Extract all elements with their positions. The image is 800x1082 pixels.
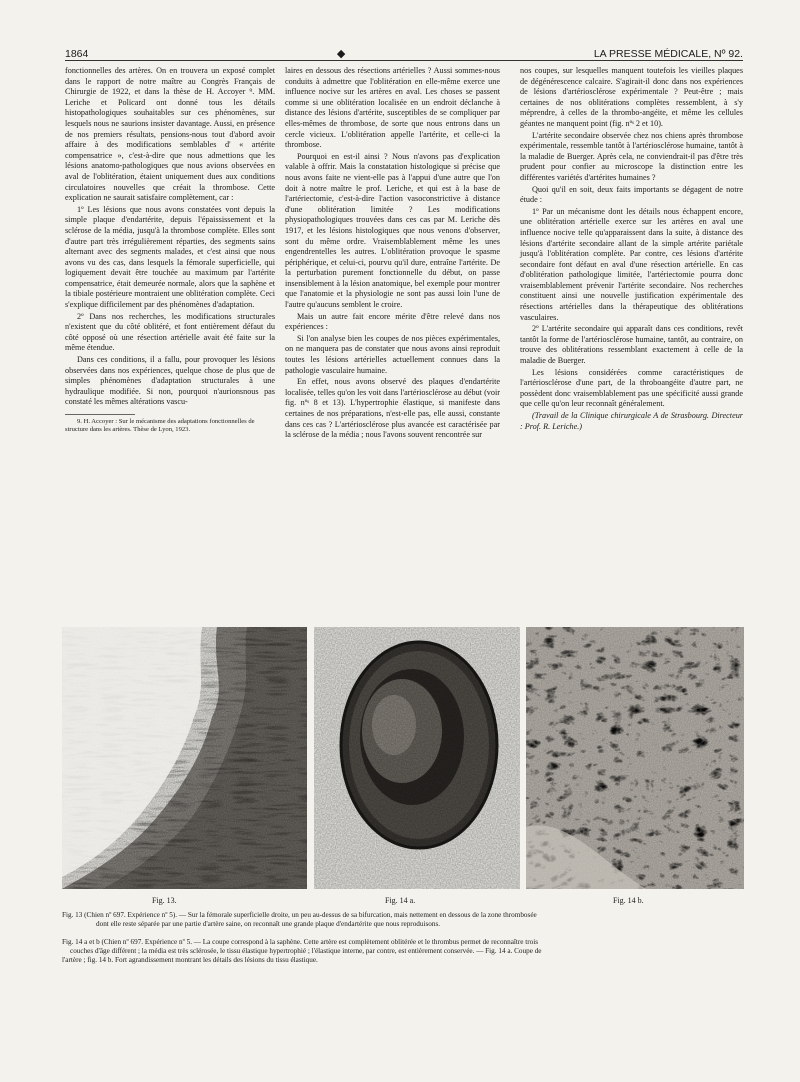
caption-line: dont elle reste séparée par une partie d'artère saine, on reconnaît une grande plaque d'endartérite que nous reproduisons.: [96, 920, 441, 929]
figure-label-14b: Fig. 14 b.: [613, 896, 644, 905]
page-header: [65, 44, 743, 61]
journal-title: LA PRESSE MÉDICALE, Nº 92.: [593, 48, 743, 60]
figure-panel: [62, 627, 744, 889]
paragraph: nos coupes, sur lesquelles manquent toutefois les vieilles plaques de dégénérescence calcaire. S'agirait-il donc dans nos expériences de lésions d'artériosclérose expérimentale ? Peut-être ; mais certaines de nos oblitérations complètes ressemblent, à s'y méprendre, à celles de la thrombo-angéite, et même les cellules géantes ne manquent point (fig. nºˢ 2 et 10).: [520, 66, 743, 128]
paragraph: Les lésions considérées comme caractéristiques de l'artériosclérose d'une part, de la throboangéite d'autre part, ne possèdent donc vraisemblablement pas une spécificité aussi grande que celle qu'on leur reconnaît généralement.: [520, 367, 743, 409]
paragraph: Mais un autre fait encore mérite d'être relevé dans nos expériences :: [285, 311, 500, 332]
paragraph: 1º Par un mécanisme dont les détails nous échappent encore, une oblitération artérielle exerce sur les artères en aval une influence nocive telle qu'apparaissent dans la suite, à distance des lésions d'artérite secondaire allant de la simple artérite pariétale jusqu'à l'oblitération complète. Par contre, ces lésions d'artérite secondaire font défaut en aval d'une résection artérielle. En cas d'oblitération pathologique limitée, l'artériectomie pourra donc vraisemblablement prévenir l'artérite secondaire. Nos recherches constituent ainsi une nouvelle justification expérimentale des résections artérielles dans la thérapeutique des oblitérations vasculaires.: [520, 206, 743, 322]
paragraph: L'artérite secondaire observée chez nos chiens après thrombose expérimentale, ressemble tantôt à l'artériosclérose humaine, tantôt à la maladie de Buerger. Après cela, ne conviendrait-il pas d'être très prudent pour confier au microscope la distinction entre les différentes variétés d'artérites humaines ?: [520, 130, 743, 182]
caption-line: Fig. 14 a et b (Chien nº 697. Expérience nº 5. — La coupe correspond à la saphène. Cette artère est complètement oblitérée et le thrombus permet de reconnaître trois: [62, 938, 539, 946]
paragraph: 1º Les lésions que nous avons constatées vont depuis la simple plaque d'endartérite, depuis l'épaississement et la sclérose de la média, jusqu'à la thrombose complète. Elles sont d'autre part très irrégulièrement réparties, des segments sains alternant avec des segments malades, et c'est ainsi que nous avons vu des cas, dans lesquels la fémorale superficielle, qui logiquement devait être touchée au maximum par l'artérite compensatrice, était demeurée normale, alors que la saphène et la tibiale postérieure montraient une oblitération complète. Ceci s'explique difficilement par des phénomènes d'adaptation.: [65, 204, 275, 310]
page-number: 1864: [65, 48, 89, 60]
caption-fig-14: [62, 938, 746, 966]
author-credit: (Travail de la Clinique chirurgicale A de Strasbourg. Directeur : Prof. R. Leriche.): [520, 411, 743, 431]
footnote: 9. H. Accoyer : Sur le mécanisme des adaptations fonctionnelles de structure dans les artères. Thèse de Lyon, 1923.: [65, 418, 255, 433]
paragraph: fonctionnelles des artères. On en trouvera un exposé complet dans le rapport de notre maître au Congrès Français de Chirurgie de 1922, et dans la thèse de H. Accoyer ⁹. MM. Leriche et Policard ont donné tous les détails histopathologiques souhaitables sur ces phénomènes, sur lesquels nous ne saurions insister davantage. Aussi, en présence de nos premiers résultats, pensions-nous tout d'abord avoir affaire à des modifications semblables d' « artérite compensatrice », c'est-à-dire que nous admettions que les lésions anatomo-pathologiques que nous avions observées en aval de l'oblitération, étaient uniquement dues aux conditions circulatoires nouvelles que créait la thrombose. Cette explication ne saurait satisfaire complètement, car :: [65, 66, 275, 203]
figure-label-13: Fig. 13.: [152, 896, 177, 905]
footnote-divider: [65, 414, 135, 415]
diamond-ornament-icon: ◆: [336, 48, 346, 60]
paragraph: laires en dessous des résections artérielles ? Aussi sommes-nous conduits à admettre que l'oblitération en elle-même exerce une influence nocive sur les artères en aval. Les choses se passent comme si une oblitération localisée en un endroit déclanche à distance des lésions d'artérite, susceptibles de se compliquer par elles-mêmes de thrombose, de sorte que nous entrons dans un cercle vicieux. L'oblitération appelle l'artérite, et celle-ci la thrombose.: [285, 66, 500, 150]
text-column-1: [65, 66, 275, 435]
caption-line: Fig. 13 (Chien nº 697. Expérience nº 5). — Sur la fémorale superficielle droite, un peu au-dessus de sa bifurcation, mais nettement en dessous de la zone thrombosée: [62, 911, 537, 919]
paragraph: Quoi qu'il en soit, deux faits importants se dégagent de notre étude :: [520, 184, 743, 205]
micrograph-fig-14b: [526, 627, 744, 889]
text-column-2: [285, 66, 500, 442]
paragraph: 2º L'artérite secondaire qui apparaît dans ces conditions, revêt tantôt la forme de l'artériosclérose humaine, tantôt, au contraire, on trouve des oblitérations ressemblant exactement à celle de la maladie de Buerger.: [520, 324, 743, 366]
figure-label-14a: Fig. 14 a.: [385, 896, 416, 905]
paragraph: Dans ces conditions, il a fallu, pour provoquer les lésions observées dans nos expériences, quelque chose de plus que de simples phénomènes d'adaptation structurales à une hydraulique modifiée. Si non, pourquoi n'aurionsnous pas constaté les mêmes altérations vascu-: [65, 355, 275, 407]
paragraph: 2º Dans nos recherches, les modifications structurales n'existent que du côté oblitéré, et font entièrement défaut du côté opposé où une résection artérielle avait été faite sur la même étendue.: [65, 311, 275, 353]
text-column-3: [520, 66, 743, 433]
micrograph-fig-14a: [314, 627, 520, 889]
paragraph: En effet, nous avons observé des plaques d'endartérite localisée, telles qu'on les voit dans l'artériosclérose au début (voir fig. nºˢ 8 et 13). L'hypertrophie élastique, si manifeste dans certaines de nos préparations, n'est-elle pas, elle aussi, constante dans ces cas ? L'artériosclérose plus avancée est caractérisée par la sclérose de la média ; nous l'avons souvent rencontrée sur: [285, 377, 500, 440]
paragraph: Si l'on analyse bien les coupes de nos pièces expérimentales, on ne manquera pas de constater que nous avons ainsi reproduit toutes les lésions artérielles actuellement connues dans la pathologie vasculaire humaine.: [285, 333, 500, 375]
caption-line: couches d'âge différent ; la média est très sclérosée, le tissu élastique hypertrophié ; l'élastique interne, par contre, est entièrement conservée. — Fig. 14 a. Coupe de: [70, 947, 542, 956]
paragraph: Pourquoi en est-il ainsi ? Nous n'avons pas d'explication valable à offrir. Mais la constatation histologique si précise que nous avons faite ne vient-elle pas à l'appui d'une autre que l'on doit à notre maître le prof. Leriche, et qui est à la base de l'artériectomie, c'est-à-dire l'action vasoconstrictive à distance d'une oblitération limitée ? Les modifications physiopathologiques trouvées dans ces cas par M. Leriche dès 1917, et les lésions histologiques que nous venons d'observer, sont du même ordre. Vraisemblablement même les unes engendrentelles les autres. L'oblitération provoque le spasme périphérique, et celui-ci, pourvu qu'il dure, entraîne l'artérite. De la perturbation purement fonctionnelle du début, on passe insensiblement à la lésion anatomique, bel exemple pour montrer que l'anatomie et la physiologie ne sont pas aussi loin l'une de l'autre qu'aucuns semblent le croire.: [285, 151, 500, 310]
caption-fig-13: [62, 911, 746, 929]
micrograph-fig-13: [62, 627, 307, 889]
caption-line: l'artère ; fig. 14 b. Fort agrandissement montrant les détails des lésions du tissu élastique.: [62, 956, 318, 965]
